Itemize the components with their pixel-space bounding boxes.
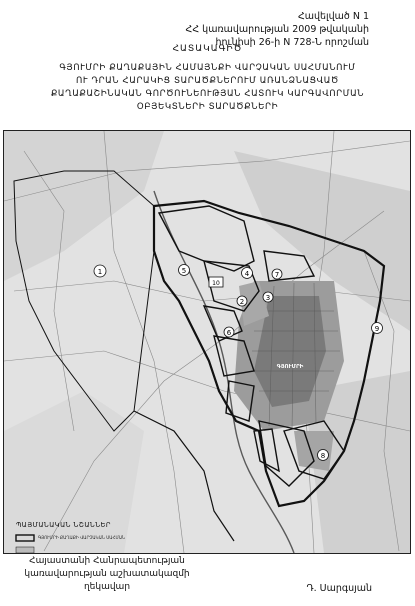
title-line-1: ԳՅՈՒՄՐԻ ՔԱՂԱՔԱՅԻՆ ՀԱՄԱՅՆՔԻ ՎԱՐՉԱԿԱՆ ՍԱՀՄԱՆՈՒՄ: [59, 63, 356, 73]
title-line-2: ՈՒ ԴՐԱՆ ՀԱՐԱԿԻՑ ՏԱՐԱԾՔՆԵՐՈՒՄ ԱՌԱՆՁՆԱՑՎԱԾ: [76, 76, 339, 86]
title-line-4: ՕԲՅԵԿՏՆԵՐԻ ՏԱՐԱԾՔՆԵՐԻ: [136, 102, 279, 112]
position-line-1: Հայաստանի Հանրապետության: [29, 556, 185, 566]
decision-line-1: ՀՀ կառավարության 2009 թվականի: [185, 24, 369, 35]
zone-label-2: 2: [239, 298, 245, 306]
signatory-name: Դ. Սարգսյան: [306, 583, 372, 594]
title-line-3: ՔԱՂԱՔԱՇԻՆԱԿԱՆ ԳՈՐԾՈՒՆԵՈՒԹՅԱՆ ՀԱՏՈՒԿ ԿԱՐԳԱՎՈՐՄԱՆ: [50, 89, 365, 99]
zone-label-10: 10: [212, 280, 220, 287]
zone-label-8: 8: [320, 452, 326, 460]
map-area: [3, 130, 411, 554]
city-label: ԳՅՈՒՄՐԻ: [276, 364, 304, 370]
position-line-2: կառավարության աշխատակազմի: [24, 569, 190, 579]
annex-number: Հավելված N 1: [297, 11, 369, 22]
zone-label-6: 6: [226, 329, 232, 337]
position-line-3: ղեկավար: [83, 582, 131, 592]
zone-label-7: 7: [274, 271, 280, 279]
zone-label-4: 4: [244, 270, 250, 278]
zone-label-9: 9: [374, 325, 380, 333]
signatory-position: [0, 555, 214, 594]
zone-label-5: 5: [181, 267, 187, 275]
city-map: [4, 131, 410, 553]
legend-title: ՊԱՅՄԱՆԱԿԱՆ ՆՇԱՆՆԵՐ: [16, 521, 111, 529]
document-type: ՀԱՏԱԿԱԳԻԾ: [172, 44, 243, 54]
zone-label-3: 3: [265, 294, 271, 302]
zone-label-1: 1: [97, 268, 103, 276]
document-title: [20, 62, 395, 114]
decision-line-2: հունիսի 26-ի N 728-Ն որոշման: [215, 37, 369, 48]
legend-boundary-label: ԳՅՈՒՄՐԻ ՔԱՂԱՔԻ ՎԱՐՉԱԿԱՆ ՍԱՀՄԱՆ: [38, 535, 126, 540]
